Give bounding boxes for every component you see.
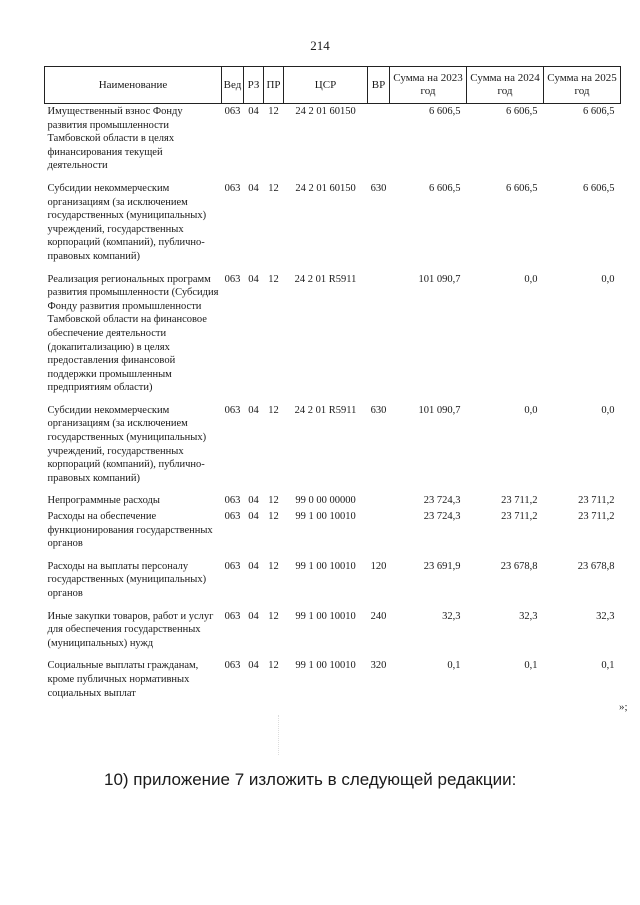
- row-pr: 12: [268, 610, 279, 622]
- row-sum-2025: 23 678,8: [577, 560, 615, 572]
- row-sum-2024: 6 606,5: [506, 106, 538, 117]
- row-sum-2024: 0,0: [524, 273, 538, 285]
- table-row: [45, 559, 621, 609]
- amendment-text: 10) приложение 7 изложить в следующей редакции:: [104, 770, 517, 789]
- row-sum-2023: 0,1: [447, 660, 461, 672]
- row-pr: 12: [268, 106, 279, 117]
- row-pr: 12: [268, 182, 279, 194]
- page-number: 214: [310, 38, 330, 53]
- row-rz: 04: [248, 404, 259, 416]
- row-vr: [368, 509, 390, 559]
- row-csr: 99 1 00 10010: [295, 511, 356, 523]
- row-sum-2023: 23 691,9: [423, 560, 461, 572]
- table-row: [45, 609, 621, 659]
- row-sum-2023: 23 724,3: [423, 495, 461, 507]
- row-ved: 063: [224, 560, 241, 572]
- row-pr: 12: [268, 560, 279, 572]
- row-name: Иные закупки товаров, работ и услуг для обеспечения государственных (муниципальных) нужд: [47, 610, 214, 649]
- row-rz: 04: [248, 106, 259, 117]
- row-rz: 04: [248, 273, 259, 285]
- header-vr: ВР: [368, 67, 390, 104]
- row-sum-2024: 0,1: [524, 660, 538, 672]
- header-rz: РЗ: [244, 67, 264, 104]
- row-sum-2024: 23 711,2: [501, 511, 538, 523]
- row-sum-2025: 0,0: [601, 404, 615, 416]
- closing-quote-mark: »;: [619, 701, 628, 713]
- row-vr: [368, 493, 390, 509]
- scan-smudge: [226, 715, 279, 755]
- row-ved: 063: [224, 610, 241, 622]
- row-vr: 630: [370, 404, 387, 416]
- row-vr: 320: [370, 660, 387, 672]
- table-row: [45, 658, 621, 708]
- row-vr: 240: [370, 610, 387, 622]
- row-csr: 24 2 01 60150: [295, 182, 356, 194]
- row-sum-2025: 0,1: [601, 660, 615, 672]
- row-name: Расходы на обеспечение функционирования государственных органов: [47, 511, 213, 550]
- row-sum-2025: 6 606,5: [583, 182, 615, 194]
- row-sum-2023: 23 724,3: [423, 511, 461, 523]
- row-sum-2025: 32,3: [596, 610, 615, 622]
- row-name: Расходы на выплаты персоналу государственных (муниципальных) органов: [47, 560, 207, 599]
- row-sum-2023: 6 606,5: [429, 182, 461, 194]
- row-pr: 12: [268, 495, 279, 507]
- table-header-row: [45, 67, 621, 104]
- row-sum-2024: 0,0: [524, 404, 538, 416]
- row-sum-2025: 0,0: [601, 273, 615, 285]
- row-sum-2025: 23 711,2: [578, 511, 615, 523]
- row-name: Имущественный взнос Фонду развития промышленности Тамбовской области в целях финансирования текущей деятельности: [47, 106, 183, 172]
- table-row: [45, 403, 621, 494]
- row-csr: 24 2 01 R5911: [294, 404, 357, 416]
- row-csr: 99 1 00 10010: [295, 660, 356, 672]
- header-sum-2024: Сумма на 2024 год: [467, 67, 544, 104]
- row-ved: 063: [224, 404, 241, 416]
- row-sum-2024: 6 606,5: [506, 182, 538, 194]
- table-row: [45, 493, 621, 509]
- header-sum-2023: Сумма на 2023 год: [390, 67, 467, 104]
- row-pr: 12: [268, 511, 279, 523]
- header-pr: ПР: [264, 67, 284, 104]
- table-row: [45, 509, 621, 559]
- header-sum-2025: Сумма на 2025 год: [544, 67, 621, 104]
- row-name: Субсидии некоммерческим организациям (за исключением государственных (муниципальных) учреждений, государственных корпораций (компаний), публично-правовых компаний): [47, 404, 207, 484]
- row-csr: 24 2 01 60150: [295, 106, 356, 117]
- row-sum-2025: 6 606,5: [583, 106, 615, 117]
- row-sum-2025: 23 711,2: [578, 495, 615, 507]
- table-row: [45, 181, 621, 272]
- row-csr: 99 1 00 10010: [295, 560, 356, 572]
- row-csr: 24 2 01 R5911: [294, 273, 357, 285]
- row-pr: 12: [268, 273, 279, 285]
- row-vr: 630: [370, 182, 387, 194]
- row-name: Субсидии некоммерческим организациям (за исключением государственных (муниципальных) учреждений, государственных корпораций (компаний), публично-правовых компаний): [47, 182, 207, 262]
- row-name: Реализация региональных программ развития промышленности (Субсидия Фонду развития промышленности Тамбовской области на финансовое обеспечение деятельности (докапитализацию) в целях предоставления финансовой поддержки промышленным предприятиям области): [47, 273, 219, 394]
- row-ved: 063: [224, 273, 241, 285]
- row-sum-2023: 101 090,7: [418, 273, 461, 285]
- row-rz: 04: [248, 495, 259, 507]
- row-ved: 063: [224, 511, 241, 523]
- row-ved: 063: [224, 660, 241, 672]
- row-pr: 12: [268, 660, 279, 672]
- row-ved: 063: [224, 495, 241, 507]
- row-name: Социальные выплаты гражданам, кроме публичных нормативных социальных выплат: [47, 660, 199, 699]
- header-name: Наименование: [45, 67, 222, 104]
- row-csr: 99 0 00 00000: [295, 495, 356, 507]
- row-sum-2023: 101 090,7: [418, 404, 461, 416]
- row-vr: 120: [370, 560, 387, 572]
- row-ved: 063: [224, 182, 241, 194]
- row-sum-2023: 6 606,5: [429, 106, 461, 117]
- row-vr: [368, 104, 390, 181]
- row-rz: 04: [248, 560, 259, 572]
- row-name: Непрограммные расходы: [47, 495, 160, 507]
- budget-table: [44, 66, 621, 708]
- table-row: [45, 104, 621, 181]
- row-csr: 99 1 00 10010: [295, 610, 356, 622]
- row-sum-2024: 23 711,2: [501, 495, 538, 507]
- table-row: [45, 272, 621, 403]
- row-ved: 063: [224, 106, 241, 117]
- header-csr: ЦСР: [284, 67, 368, 104]
- row-rz: 04: [248, 610, 259, 622]
- header-ved: Вед: [222, 67, 244, 104]
- row-rz: 04: [248, 511, 259, 523]
- row-pr: 12: [268, 404, 279, 416]
- row-rz: 04: [248, 660, 259, 672]
- row-sum-2024: 32,3: [519, 610, 538, 622]
- row-rz: 04: [248, 182, 259, 194]
- row-sum-2024: 23 678,8: [500, 560, 538, 572]
- row-sum-2023: 32,3: [442, 610, 461, 622]
- row-vr: [368, 272, 390, 403]
